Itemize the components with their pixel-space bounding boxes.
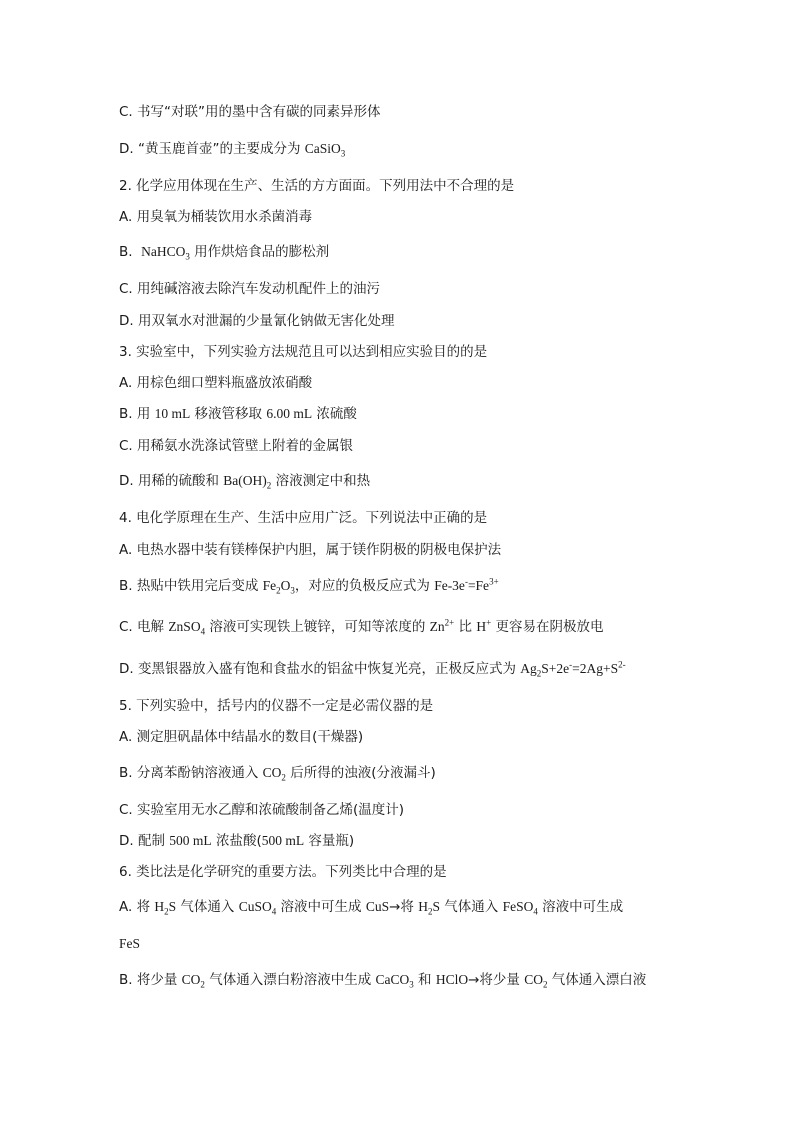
text-line: B. 将少量 $CO_2$ 气体通入漂白粉溶液中生成 CaCO$_3$ 和 HClO→将少量 $CO_2$ 气体通入漂白液 xyxy=(119,972,647,990)
text-line: 5. 下列实验中，括号内的仪器不一定是必需仪器的是 xyxy=(119,698,434,714)
text-line: FeS xyxy=(119,936,141,951)
text-line: D. 用稀的硫酸和 $Ba(OH)_2$ 溶液测定中和热 xyxy=(119,473,371,491)
text-line: A. 将 $H_2S$ 气体通入 CuSO$_4$ 溶液中可生成 CuS→将 $H_2S$ 气体通入 FeSO$_4$ 溶液中可生成 xyxy=(119,899,624,917)
text-line: D. “黄玉鹿首壶”的主要成分为 CaSiO$_3$ xyxy=(119,141,346,159)
text-line: 2. 化学应用体现在生产、生活的方方面面。下列用法中不合理的是 xyxy=(119,178,515,194)
text-line: A. 电热水器中装有镁棒保护内胆，属于镁作阴极的阴极电保护法 xyxy=(119,542,502,558)
text-line: C. 电解 ZnSO$_4$ 溶液可实现铁上镀锌，可知等浓度的 $Zn^{2+}$ 比 H+ 更容易在阴极放电 xyxy=(119,617,604,637)
text-line: C. 书写“对联”用的墨中含有碳的同素异形体 xyxy=(119,104,381,120)
text-line: D. 用双氧水对泄漏的少量氰化钠做无害化处理 xyxy=(119,313,395,329)
text-line: D. 变黑银器放入盛有饱和食盐水的铝盆中恢复光亮，正极反应式为 $Ag_2S+2e^-=2Ag+S^{2-}$ xyxy=(119,659,626,679)
text-line: B. NaHCO$_3$ 用作烘焙食品的膨松剂 xyxy=(119,244,330,262)
text-line: 4. 电化学原理在生产、生活中应用广泛。下列说法中正确的是 xyxy=(119,510,488,526)
text-line: C. 用纯碱溶液去除汽车发动机配件上的油污 xyxy=(119,281,381,297)
text-line: B. 分离苯酚钠溶液通入 $CO_2$ 后所得的浊液(分液漏斗) xyxy=(119,765,436,783)
text-line: A. 用臭氧为桶装饮用水杀菌消毒 xyxy=(119,209,313,225)
text-line: B. 用 10 mL 移液管移取 6.00 mL 浓硫酸 xyxy=(119,406,357,422)
text-line: C. 实验室用无水乙醇和浓硫酸制备乙烯(温度计) xyxy=(119,802,405,818)
text-line: B. 热贴中铁用完后变成 $Fe_2O_3$，对应的负极反应式为 $Fe-3e^-=Fe^{3+}$ xyxy=(119,576,499,596)
text-line: 6. 类比法是化学研究的重要方法。下列类比中合理的是 xyxy=(119,864,447,880)
text-line: A. 测定胆矾晶体中结晶水的数目(干燥器) xyxy=(119,729,364,745)
text-line: A. 用棕色细口塑料瓶盛放浓硝酸 xyxy=(119,375,313,391)
text-line: C. 用稀氨水洗涤试管壁上附着的金属银 xyxy=(119,438,354,454)
text-line: D. 配制 500 mL 浓盐酸(500 mL 容量瓶) xyxy=(119,833,355,849)
text-line: 3. 实验室中，下列实验方法规范且可以达到相应实验目的的是 xyxy=(119,344,488,360)
